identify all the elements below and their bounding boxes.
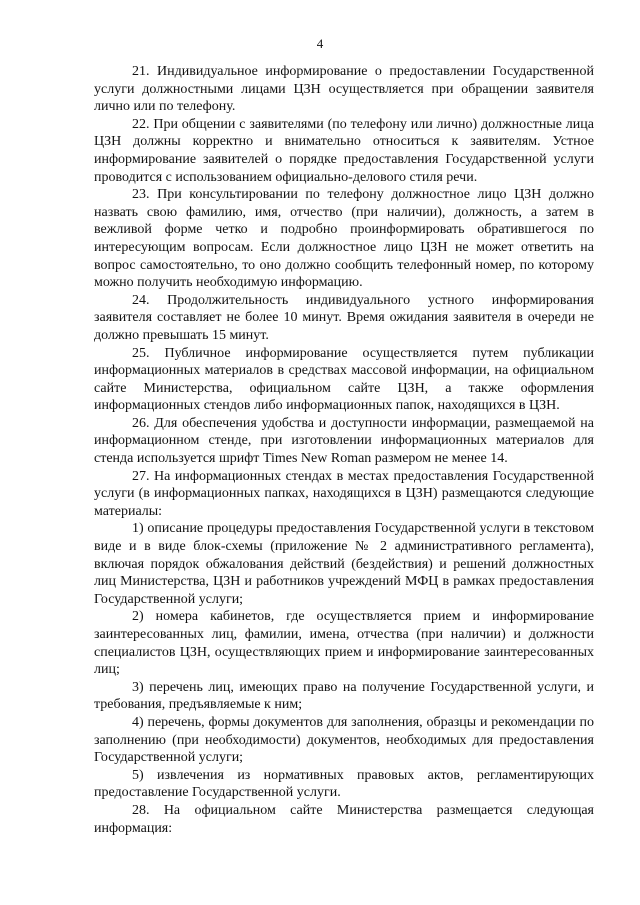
list-item-1: 1) описание процедуры предоставления Государственной услуги в текстовом виде и в виде блок-схемы (приложение № 2 административного регламента), включая порядок обжалования действий (бездействия) и решений должностных лиц Министерства, ЦЗН и работников учреждений МФЦ в рамках предоставления Государственной услуги; [94,521,594,607]
document-body [94,63,594,837]
list-item-2: 2) номера кабинетов, где осуществляется прием и информирование заинтересованных лиц, фамилии, имена, отчества (при наличии) и должности специалистов ЦЗН, осуществляющих прием и информирование заинтересованных лиц; [94,609,594,678]
list-item-3: 3) перечень лиц, имеющих право на получение Государственной услуги, и требования, предъявляемые к ним; [94,679,594,713]
paragraph-25: 25. Публичное информирование осуществляется путем публикации информационных материалов в средствах массовой информации, на официальном сайте Министерства, официальном сайте ЦЗН, а также оформления информационных стендов либо информационных папок, находящихся в ЦЗН. [94,345,594,414]
paragraph-27: 27. На информационных стендах в местах предоставления Государственной услуги (в информационных папках, находящихся в ЦЗН) размещаются следующие материалы: [94,468,594,519]
list-item-4: 4) перечень, формы документов для заполнения, образцы и рекомендации по заполнению (при необходимости) документов, необходимых для предоставления Государственной услуги; [94,714,594,766]
paragraph-28: 28. На официальном сайте Министерства размещается следующая информация: [94,802,594,836]
list-item-5: 5) извлечения из нормативных правовых актов, регламентирующих предоставление Государственной услуги. [94,767,594,801]
paragraph-26: 26. Для обеспечения удобства и доступности информации, размещаемой на информационном стенде, при изготовлении информационных материалов для стенда используется шрифт Times New Roman размером не менее 14. [94,415,594,467]
page-number: 4 [316,36,324,51]
paragraph-24: 24. Продолжительность индивидуального устного информирования заявителя составляет не более 10 минут. Время ожидания заявителя в очереди не должно превышать 15 минут. [94,292,594,343]
paragraph-23: 23. При консультировании по телефону должностное лицо ЦЗН должно назвать свою фамилию, имя, отчество (при наличии), должность, а затем в вежливой форме четко и подробно проинформировать обратившегося по интересующим вопросам. Если должностное лицо ЦЗН не может ответить на вопрос самостоятельно, то оно должно сообщить телефонный номер, по которому можно получить необходимую информацию. [94,187,594,291]
paragraph-22: 22. При общении с заявителями (по телефону или лично) должностные лица ЦЗН должны корректно и внимательно относиться к заявителям. Устное информирование заявителей о порядке предоставления Государственной услуги проводится с использованием официально-делового стиля речи. [94,116,594,185]
paragraph-21: 21. Индивидуальное информирование о предоставлении Государственной услуги должностными лицами ЦЗН осуществляется при обращении заявителя лично или по телефону. [94,64,594,115]
